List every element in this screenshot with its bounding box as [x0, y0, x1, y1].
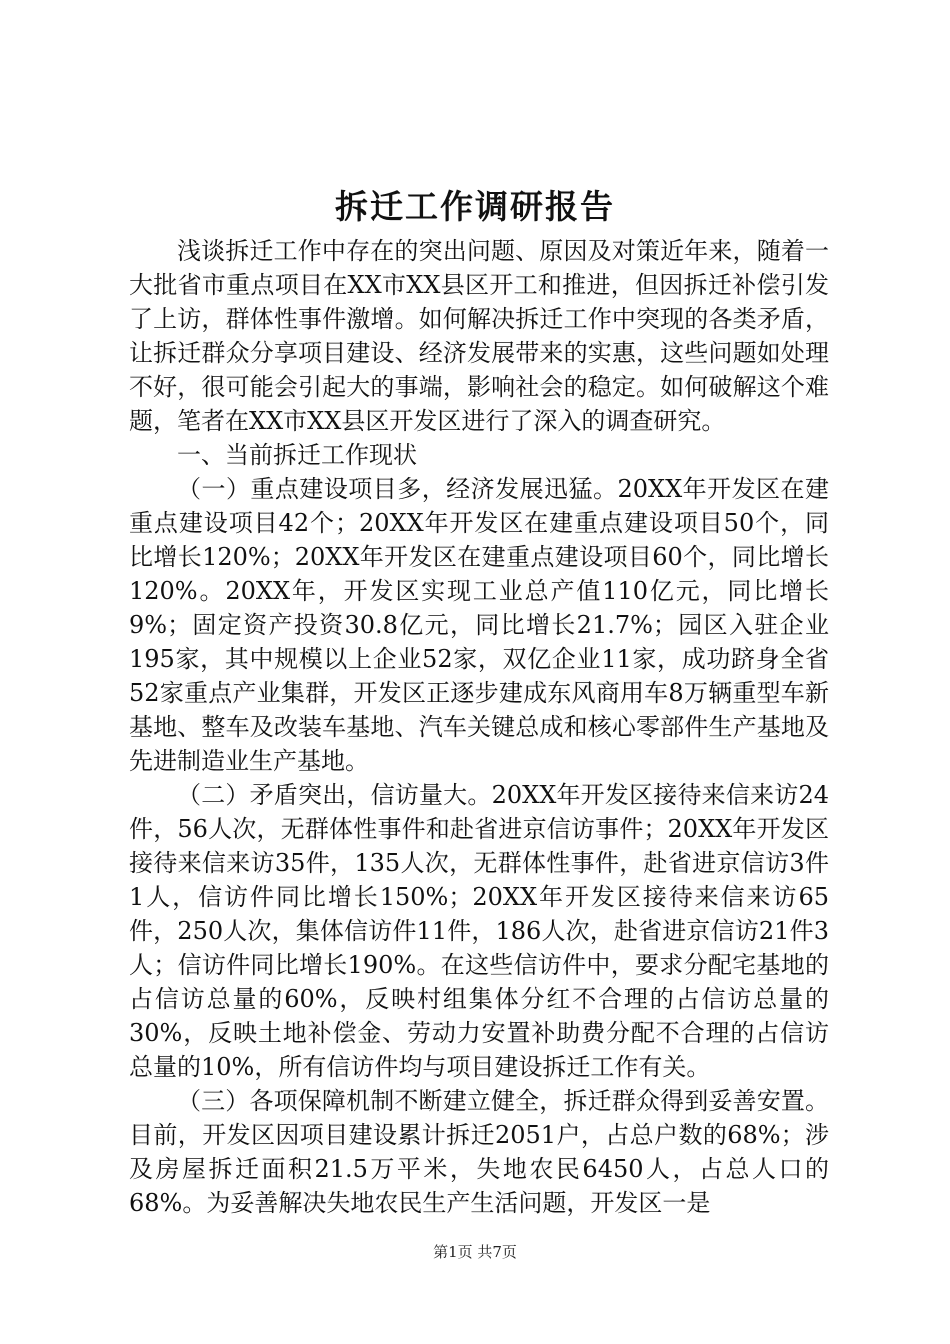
- paragraph-intro: 浅谈拆迁工作中存在的突出问题、原因及对策近年来，随着一大批省市重点项目在XX市XX县区开工和推进，但因拆迁补偿引发了上访，群体性事件激增。如何解决拆迁工作中突现的各类矛盾，让拆迁群众分享项目建设、经济发展带来的实惠，这些问题如处理不好，很可能会引起大的事端，影响社会的稳定。如何破解这个难题，笔者在XX市XX县区开发区进行了深入的调查研究。: [129, 237, 829, 435]
- page-footer: 第1页 共7页: [433, 1243, 517, 1261]
- paragraph-section-3: （三）各项保障机制不断建立健全，拆迁群众得到妥善安置。目前，开发区因项目建设累计拆迁2051户，占总户数的68%；涉及房屋拆迁面积21.5万平米，失地农民6450人，占总人口的68%。为妥善解决失地农民生产生活问题，开发区一是: [129, 1087, 829, 1217]
- paragraph-section-2: （二）矛盾突出，信访量大。20XX年开发区接待来信来访24件，56人次，无群体性事件和赴省进京信访事件；20XX年开发区接待来信来访35件，135人次，无群体性事件，赴省进京信访3件1人，信访件同比增长150%；20XX年开发区接待来信来访65件，250人次，集体信访件11件，186人次，赴省进京信访21件3人；信访件同比增长190%。在这些信访件中，要求分配宅基地的占信访总量的60%，反映村组集体分红不合理的占信访总量的30%，反映土地补偿金、劳动力安置补助费分配不合理的占信访总量的10%，所有信访件均与项目建设拆迁工作有关。: [129, 781, 829, 1081]
- paragraph-section-1: （一）重点建设项目多，经济发展迅猛。20XX年开发区在建重点建设项目42个；20XX年开发区在建重点建设项目50个，同比增长120%；20XX年开发区在建重点建设项目60个，同比增长120%。20XX年，开发区实现工业总产值110亿元，同比增长9%；固定资产投资30.8亿元，同比增长21.7%；园区入驻企业195家，其中规模以上企业52家，双亿企业11家，成功跻身全省52家重点产业集群，开发区正逐步建成东风商用车8万辆重型车新基地、整车及改装车基地、汽车关键总成和核心零部件生产基地及先进制造业生产基地。: [129, 475, 829, 775]
- section-heading-current-status: 一、当前拆迁工作现状: [177, 441, 417, 469]
- document-body: [129, 234, 829, 1220]
- document-title: 拆迁工作调研报告: [335, 187, 615, 226]
